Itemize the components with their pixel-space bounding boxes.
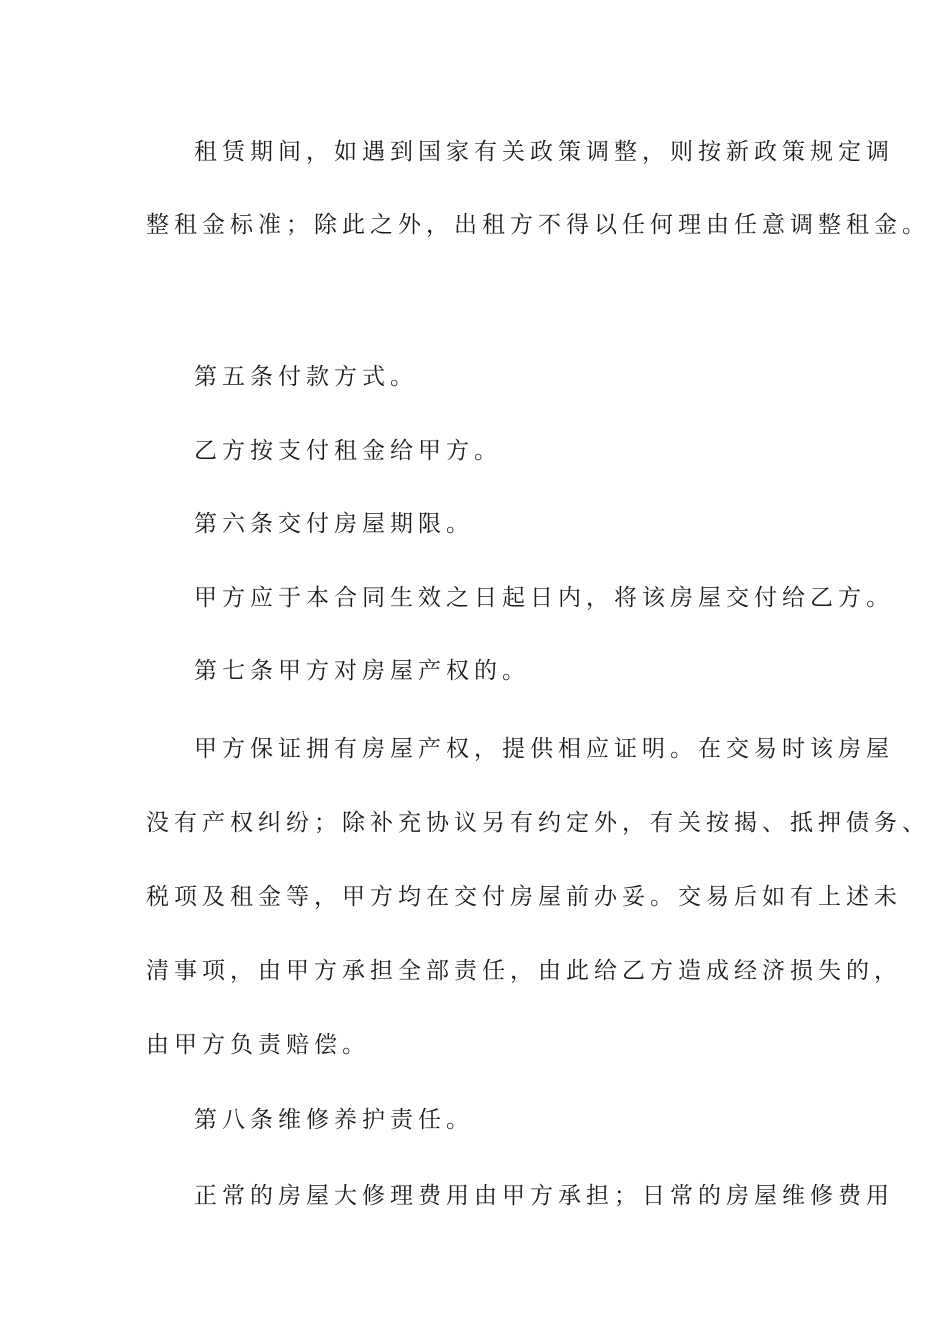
paragraph-rent-adjustment-line-2: 整租金标准；除此之外，出租方不得以任何理由任意调整租金。 (146, 212, 930, 238)
paragraph-rent-adjustment-line-1: 租赁期间，如遇到国家有关政策调整，则按新政策规定调 (194, 139, 894, 165)
article-7-text-line-2: 没有产权纠纷；除补充协议另有约定外，有关按揭、抵押债务、 (146, 810, 930, 836)
article-7-text-line-4: 清事项，由甲方承担全部责任，由此给乙方造成经济损失的， (146, 958, 902, 984)
article-7-text-line-3: 税项及租金等，甲方均在交付房屋前办妥。交易后如有上述未 (146, 884, 902, 910)
article-8-text-line-1: 正常的房屋大修理费用由甲方承担；日常的房屋维修费用 (194, 1183, 894, 1209)
article-8-heading: 第八条维修养护责任。 (194, 1107, 474, 1133)
article-7-heading: 第七条甲方对房屋产权的。 (194, 658, 530, 684)
article-5-heading: 第五条付款方式。 (194, 364, 418, 390)
article-6-text: 甲方应于本合同生效之日起日内，将该房屋交付给乙方。 (194, 585, 894, 611)
article-7-text-line-1: 甲方保证拥有房屋产权，提供相应证明。在交易时该房屋 (194, 736, 894, 762)
article-6-heading: 第六条交付房屋期限。 (194, 511, 474, 537)
article-7-text-line-5: 由甲方负责赔偿。 (146, 1032, 370, 1058)
article-5-text: 乙方按支付租金给甲方。 (194, 438, 502, 464)
